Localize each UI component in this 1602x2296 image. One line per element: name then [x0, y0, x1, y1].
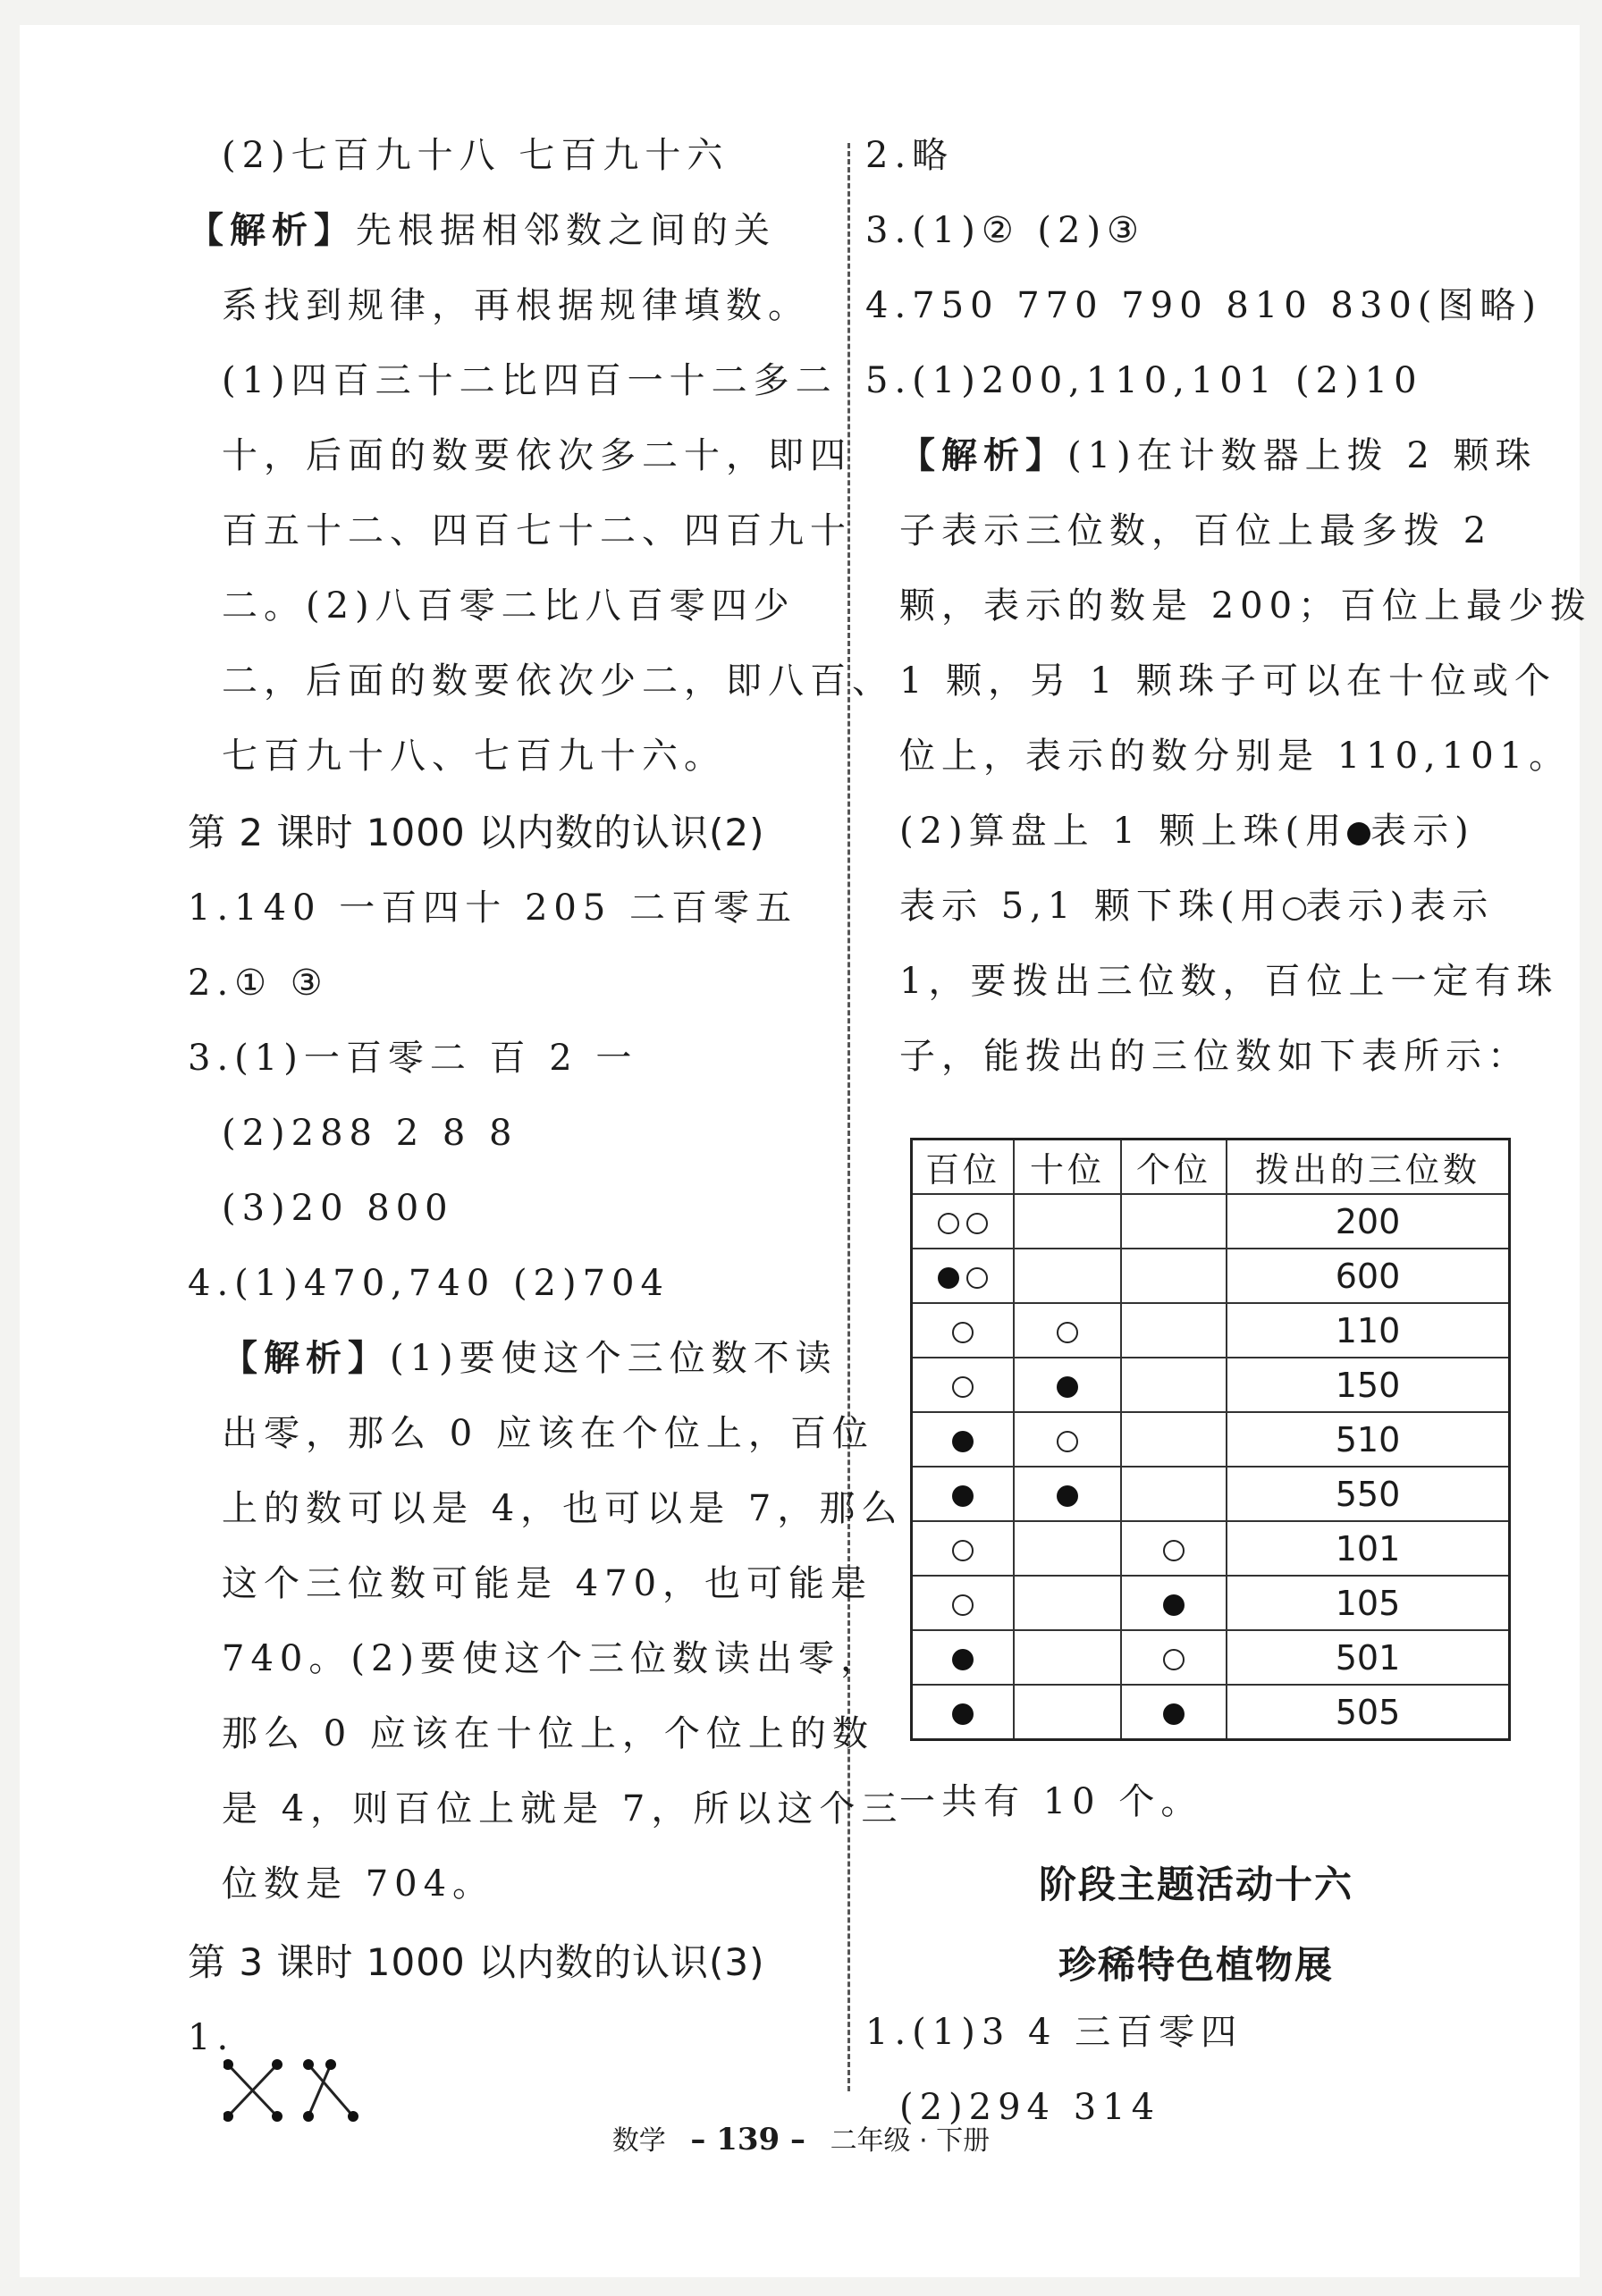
match-dot	[325, 2059, 336, 2070]
cell-hundreds	[912, 1685, 1015, 1740]
cell-ones	[1121, 1249, 1227, 1303]
analysis-line: 出零，那么 0 应该在个位上，百位	[222, 1413, 874, 1454]
cell-tens	[1014, 1685, 1121, 1740]
analysis-line	[188, 209, 776, 252]
footer-grade: 二年级 · 下册	[830, 2125, 991, 2157]
cell-value: 150	[1227, 1358, 1510, 1412]
open-bead-icon	[1283, 897, 1306, 921]
match-line	[308, 2065, 353, 2116]
cell-hundreds	[912, 1412, 1015, 1467]
table-row	[912, 1521, 1510, 1576]
cell-value: 200	[1227, 1194, 1510, 1249]
open-bead-icon	[1163, 1540, 1185, 1561]
filled-bead-icon	[952, 1649, 974, 1670]
analysis-text: 表示)	[1370, 811, 1475, 852]
analysis-line	[899, 434, 1538, 477]
analysis-tag: 【解析】	[222, 1338, 390, 1379]
page-number: – 139 –	[690, 2122, 806, 2157]
cell-tens	[1014, 1358, 1121, 1412]
answer-line: (2)288 2 8 8	[222, 1113, 519, 1154]
cell-hundreds	[912, 1358, 1015, 1412]
cell-ones	[1121, 1576, 1227, 1630]
header-value: 拨出的三位数	[1227, 1140, 1510, 1195]
answer-line: 3.(1)一百零二 百 2 一	[188, 1038, 638, 1079]
table-row	[912, 1630, 1510, 1685]
analysis-line: 系找到规律，再根据规律填数。	[222, 285, 810, 326]
analysis-line: 二。(2)八百零二比八百零四少	[222, 585, 796, 627]
analysis-text: (2)算盘上 1 颗上珠(用	[899, 811, 1348, 852]
analysis-line: 颗，表示的数是 200；百位上最少拨	[899, 585, 1593, 627]
footer-subject: 数学	[611, 2125, 666, 2157]
table-row	[912, 1303, 1510, 1358]
answer-line: 1.	[188, 2017, 235, 2058]
filled-bead-icon	[938, 1267, 959, 1289]
match-line	[308, 2065, 331, 2116]
page-footer	[0, 2118, 1602, 2157]
table-row	[912, 1576, 1510, 1630]
analysis-text: 表示)表示	[1305, 886, 1495, 927]
header-ones: 个位	[1121, 1140, 1227, 1195]
cell-tens	[1014, 1576, 1121, 1630]
analysis-tag: 【解析】	[188, 210, 356, 251]
open-bead-icon	[966, 1267, 988, 1289]
open-bead-icon	[966, 1213, 988, 1234]
cell-tens	[1014, 1249, 1121, 1303]
analysis-line: 1，要拨出三位数，百位上一定有珠	[899, 961, 1559, 1002]
analysis-line: 十，后面的数要依次多二十，即四	[222, 435, 852, 476]
cell-ones	[1121, 1685, 1227, 1740]
cell-tens	[1014, 1467, 1121, 1521]
analysis-line: 百五十二、四百七十二、四百九十	[222, 510, 852, 551]
analysis-line: (1)四百三十二比四百一十二多二	[222, 360, 838, 401]
answer-line: 3.(1)② (2)③	[865, 210, 1145, 251]
analysis-line: 上的数可以是 4，也可以是 7，那么	[222, 1488, 904, 1529]
analysis-line	[899, 885, 1494, 928]
activity-subtitle: 珍稀特色植物展	[1058, 1943, 1334, 1987]
analysis-line: 位上，表示的数分别是 110,101。	[899, 736, 1572, 777]
cell-tens	[1014, 1303, 1121, 1358]
cell-value: 505	[1227, 1685, 1510, 1740]
open-bead-icon	[952, 1540, 974, 1561]
analysis-text: (1)要使这个三位数不读	[390, 1338, 838, 1379]
analysis-line: 七百九十八、七百九十六。	[222, 736, 726, 777]
answer-line: (2)294 314	[899, 2087, 1161, 2128]
analysis-line: 740。(2)要使这个三位数读出零，	[222, 1638, 883, 1679]
analysis-line: 位数是 704。	[222, 1863, 495, 1905]
lesson-2-heading: 第 2 课时 1000 以内数的认识(2)	[188, 811, 765, 854]
cell-hundreds	[912, 1194, 1015, 1249]
answer-line: 4.750 770 790 810 830(图略)	[865, 285, 1542, 326]
answer-line: 5.(1)200,110,101 (2)10	[865, 360, 1423, 401]
filled-bead-icon	[1057, 1376, 1078, 1398]
analysis-line: 这个三位数可能是 470，也可能是	[222, 1563, 873, 1604]
cell-value: 110	[1227, 1303, 1510, 1358]
match-dot	[272, 2059, 282, 2070]
analysis-text: 先根据相邻数之间的关	[356, 210, 776, 251]
filled-bead-icon	[1347, 822, 1370, 845]
header-tens: 十位	[1014, 1140, 1121, 1195]
cell-value: 510	[1227, 1412, 1510, 1467]
analysis-text: (1)在计数器上拨 2 颗珠	[1067, 435, 1538, 476]
filled-bead-icon	[952, 1485, 974, 1507]
table-row	[912, 1194, 1510, 1249]
table-row	[912, 1249, 1510, 1303]
answer-line: 1.(1)3 4 三百零四	[865, 2012, 1244, 2053]
cell-hundreds	[912, 1521, 1015, 1576]
cell-ones	[1121, 1467, 1227, 1521]
answer-line: 2.① ③	[188, 963, 329, 1004]
filled-bead-icon	[1057, 1485, 1078, 1507]
table-row	[912, 1685, 1510, 1740]
cell-tens	[1014, 1412, 1121, 1467]
filled-bead-icon	[952, 1431, 974, 1452]
table-row	[912, 1358, 1510, 1412]
analysis-tag: 【解析】	[899, 435, 1067, 476]
cell-tens	[1014, 1630, 1121, 1685]
table-row	[912, 1467, 1510, 1521]
analysis-line: 那么 0 应该在十位上，个位上的数	[222, 1713, 874, 1754]
cell-ones	[1121, 1630, 1227, 1685]
cell-hundreds	[912, 1303, 1015, 1358]
answer-line: (3)20 800	[222, 1188, 454, 1229]
cell-ones	[1121, 1358, 1227, 1412]
answer-line: (2)七百九十八 七百九十六	[222, 135, 729, 176]
match-dot	[303, 2059, 314, 2070]
analysis-text: 表示 5,1 颗下珠(用	[899, 886, 1283, 927]
cell-ones	[1121, 1194, 1227, 1249]
cell-ones	[1121, 1303, 1227, 1358]
analysis-line: 子，能拨出的三位数如下表所示：	[899, 1036, 1530, 1077]
open-bead-icon	[952, 1594, 974, 1616]
cell-value: 550	[1227, 1467, 1510, 1521]
analysis-line: 1 颗，另 1 颗珠子可以在十位或个	[899, 660, 1557, 702]
cell-hundreds	[912, 1249, 1015, 1303]
analysis-line	[899, 810, 1475, 853]
cell-ones	[1121, 1521, 1227, 1576]
table-row	[912, 1412, 1510, 1467]
open-bead-icon	[1163, 1649, 1185, 1670]
cell-tens	[1014, 1194, 1121, 1249]
open-bead-icon	[1057, 1431, 1078, 1452]
filled-bead-icon	[952, 1703, 974, 1725]
matching-diagram	[223, 2056, 367, 2123]
cell-ones	[1121, 1412, 1227, 1467]
answer-line: 4.(1)470,740 (2)704	[188, 1263, 670, 1304]
cell-value: 105	[1227, 1576, 1510, 1630]
table-header-row	[912, 1140, 1510, 1195]
cell-hundreds	[912, 1467, 1015, 1521]
answer-line: 1.140 一百四十 205 二百零五	[188, 887, 798, 929]
cell-hundreds	[912, 1576, 1015, 1630]
analysis-line	[222, 1337, 838, 1380]
abacus-table	[910, 1138, 1511, 1741]
activity-title: 阶段主题活动十六	[1038, 1863, 1353, 1906]
open-bead-icon	[1057, 1322, 1078, 1343]
analysis-line: 二，后面的数要依次少二，即八百、	[222, 660, 894, 702]
cell-value: 501	[1227, 1630, 1510, 1685]
lesson-3-heading: 第 3 课时 1000 以内数的认识(3)	[188, 1940, 765, 1984]
cell-value: 101	[1227, 1521, 1510, 1576]
cell-value: 600	[1227, 1249, 1510, 1303]
filled-bead-icon	[1163, 1594, 1185, 1616]
cell-hundreds	[912, 1630, 1015, 1685]
open-bead-icon	[938, 1213, 959, 1234]
open-bead-icon	[952, 1322, 974, 1343]
analysis-line: 是 4，则百位上就是 7，所以这个三	[222, 1788, 904, 1829]
analysis-line: 子表示三位数，百位上最多拨 2	[899, 510, 1493, 551]
total-line: 一共有 10 个。	[899, 1781, 1203, 1822]
answer-line: 2.略	[865, 135, 955, 176]
open-bead-icon	[952, 1376, 974, 1398]
filled-bead-icon	[1163, 1703, 1185, 1725]
header-hundreds: 百位	[912, 1140, 1015, 1195]
cell-tens	[1014, 1521, 1121, 1576]
